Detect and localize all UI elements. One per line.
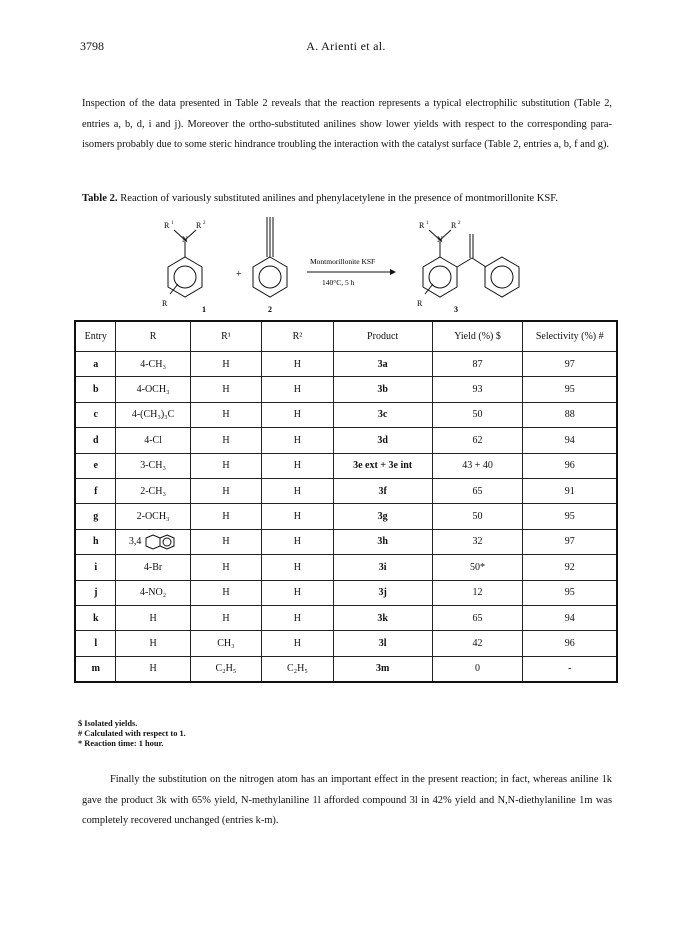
cell-yield: 65 — [432, 478, 523, 503]
table-caption — [82, 193, 558, 204]
aniline-R: R — [162, 299, 168, 308]
cell-selectivity: 97 — [523, 352, 617, 377]
cell-product: 3f — [333, 478, 432, 503]
cell-r: 2-CH₃ — [116, 478, 190, 503]
header-yield: Yield (%) $ — [432, 321, 523, 352]
cell-r2: H — [262, 504, 333, 529]
product-label: 3 — [454, 305, 458, 314]
cell-r2: H — [262, 555, 333, 580]
cell-selectivity: 96 — [523, 631, 617, 656]
svg-text:1: 1 — [426, 221, 429, 226]
cell-r: H — [116, 605, 190, 630]
aniline-R2: R — [196, 221, 202, 230]
cell-r2: C₂H₅ — [262, 656, 333, 682]
cell-product: 3m — [333, 656, 432, 682]
cell-r2: H — [262, 478, 333, 503]
table-caption-label: Table 2. — [82, 193, 118, 204]
table-row — [75, 453, 617, 478]
cell-r: 4-CH₃ — [116, 352, 190, 377]
cell-r: 2-OCH₃ — [116, 504, 190, 529]
cell-selectivity: - — [523, 656, 617, 682]
phenylacetylene-structure — [253, 217, 287, 297]
cell-r1: H — [190, 555, 261, 580]
cell-entry: j — [75, 580, 116, 605]
cell-yield: 50* — [432, 555, 523, 580]
cell-entry: d — [75, 428, 116, 453]
cell-yield: 50 — [432, 402, 523, 427]
cell-entry: l — [75, 631, 116, 656]
table-row — [75, 580, 617, 605]
aniline-R1: R — [164, 221, 170, 230]
cell-r: 3-CH₃ — [116, 453, 190, 478]
cell-yield: 62 — [432, 428, 523, 453]
svg-text:1: 1 — [171, 221, 174, 226]
cell-selectivity: 94 — [523, 605, 617, 630]
cell-yield: 43 + 40 — [432, 453, 523, 478]
cell-r2: H — [262, 529, 333, 554]
cell-selectivity: 95 — [523, 377, 617, 402]
table-row — [75, 631, 617, 656]
product-N: N — [437, 235, 443, 244]
plus-sign: + — [236, 269, 242, 280]
cell-product: 3b — [333, 377, 432, 402]
cell-product: 3h — [333, 529, 432, 554]
cell-yield: 50 — [432, 504, 523, 529]
table-row — [75, 656, 617, 682]
cell-yield: 65 — [432, 605, 523, 630]
cell-r1: H — [190, 402, 261, 427]
cell-r1: H — [190, 428, 261, 453]
cell-r2: H — [262, 631, 333, 656]
cell-product: 3d — [333, 428, 432, 453]
cell-r1: H — [190, 605, 261, 630]
header-selectivity: Selectivity (%) # — [523, 321, 617, 352]
cell-selectivity: 88 — [523, 402, 617, 427]
cell-r2: H — [262, 580, 333, 605]
page-number: 3798 — [80, 39, 104, 53]
cell-r: 4-(CH₃)₃C — [116, 402, 190, 427]
table-row — [75, 352, 617, 377]
cell-r1: C₂H₅ — [190, 656, 261, 682]
cell-r1: H — [190, 504, 261, 529]
cell-product: 3c — [333, 402, 432, 427]
table-header-row — [75, 321, 617, 352]
header-r2: R² — [262, 321, 333, 352]
table-row — [75, 402, 617, 427]
cell-r: H — [116, 631, 190, 656]
reaction-scheme — [150, 212, 550, 322]
table-row — [75, 478, 617, 503]
cell-yield: 0 — [432, 656, 523, 682]
cell-yield: 93 — [432, 377, 523, 402]
cell-r2: H — [262, 428, 333, 453]
cell-r2: H — [262, 352, 333, 377]
cell-entry: a — [75, 352, 116, 377]
cell-r1: H — [190, 529, 261, 554]
cell-selectivity: 94 — [523, 428, 617, 453]
cell-selectivity: 95 — [523, 580, 617, 605]
cell-r1: CH₃ — [190, 631, 261, 656]
cell-r1: H — [190, 478, 261, 503]
cell-product: 3j — [333, 580, 432, 605]
cell-entry: b — [75, 377, 116, 402]
cell-entry: m — [75, 656, 116, 682]
cell-entry: i — [75, 555, 116, 580]
cell-r1: H — [190, 352, 261, 377]
cell-yield: 87 — [432, 352, 523, 377]
svg-text:2: 2 — [203, 221, 206, 226]
table-row — [75, 504, 617, 529]
cell-r-text: 3,4 — [128, 536, 142, 548]
header-r1: R¹ — [190, 321, 261, 352]
cell-product: 3i — [333, 555, 432, 580]
cell-product: 3a — [333, 352, 432, 377]
cell-selectivity: 96 — [523, 453, 617, 478]
reactant1-label: 1 — [202, 305, 206, 314]
table-footnotes — [78, 719, 186, 749]
cell-r: 4-NO₂ — [116, 580, 190, 605]
cell-r — [116, 529, 190, 554]
cell-product: 3g — [333, 504, 432, 529]
cell-selectivity: 97 — [523, 529, 617, 554]
cell-r: 4-OCH₃ — [116, 377, 190, 402]
svg-text:2: 2 — [458, 221, 461, 226]
cell-yield: 12 — [432, 580, 523, 605]
cell-entry: g — [75, 504, 116, 529]
cell-r: 4-Cl — [116, 428, 190, 453]
header-entry: Entry — [75, 321, 116, 352]
cell-r1: H — [190, 453, 261, 478]
cell-entry: h — [75, 529, 116, 554]
cell-r2: H — [262, 402, 333, 427]
cell-entry: f — [75, 478, 116, 503]
header-r: R — [116, 321, 190, 352]
cell-r: 4-Br — [116, 555, 190, 580]
footnote-isolated-yields: $ Isolated yields. — [78, 719, 138, 728]
reagent-label: Montmorillonite KSF — [310, 257, 376, 266]
naphthalene-structure-icon — [145, 534, 177, 550]
cell-entry: k — [75, 605, 116, 630]
product-R2: R — [451, 221, 457, 230]
cell-product: 3e ext + 3e int — [333, 453, 432, 478]
cell-selectivity: 92 — [523, 555, 617, 580]
product-R1: R — [419, 221, 425, 230]
conditions-label: 140°C, 5 h — [322, 278, 355, 287]
table-caption-text: Reaction of variously substituted anilines and phenylacetylene in the presence of montmorillonite KSF. — [120, 193, 558, 204]
cell-yield: 32 — [432, 529, 523, 554]
reactant2-label: 2 — [268, 305, 272, 314]
product-R: R — [417, 299, 423, 308]
cell-r2: H — [262, 453, 333, 478]
cell-product: 3k — [333, 605, 432, 630]
table-row — [75, 529, 617, 554]
cell-selectivity: 91 — [523, 478, 617, 503]
table-row — [75, 555, 617, 580]
results-table — [74, 320, 618, 683]
intro-paragraph: Inspection of the data presented in Table 2 reveals that the reaction represents a typical electrophilic substitution (Table 2, entries a, b, d, i and j). Moreover the ortho-substituted anilines show lower yields with respect to the corresponding para-isomers probably due to some steric hindrance troubling the interaction with the catalyst surface (Table 2, entries a, b, f and g). — [82, 98, 612, 150]
table-row — [75, 377, 617, 402]
cell-r1: H — [190, 377, 261, 402]
footnote-reaction-time: * Reaction time: 1 hour. — [78, 739, 164, 748]
running-head: A. Arienti et al. — [306, 39, 386, 53]
aniline-N: N — [182, 235, 188, 244]
cell-entry: c — [75, 402, 116, 427]
cell-product: 3l — [333, 631, 432, 656]
footnote-calculated: # Calculated with respect to 1. — [78, 729, 186, 738]
final-paragraph: Finally the substitution on the nitrogen atom has an important effect in the present reaction; in fact, whereas aniline 1k gave the product 3k with 65% yield, N-methylaniline 1l afforded compound 3l in 42% yield and N,N-diethylaniline 1m was completely recovered unchanged (entries k-m). — [82, 774, 612, 826]
header-product: Product — [333, 321, 432, 352]
cell-r2: H — [262, 605, 333, 630]
cell-r: H — [116, 656, 190, 682]
cell-r1: H — [190, 580, 261, 605]
cell-entry: e — [75, 453, 116, 478]
table-row — [75, 605, 617, 630]
cell-selectivity: 95 — [523, 504, 617, 529]
cell-yield: 42 — [432, 631, 523, 656]
table-row — [75, 428, 617, 453]
cell-r2: H — [262, 377, 333, 402]
